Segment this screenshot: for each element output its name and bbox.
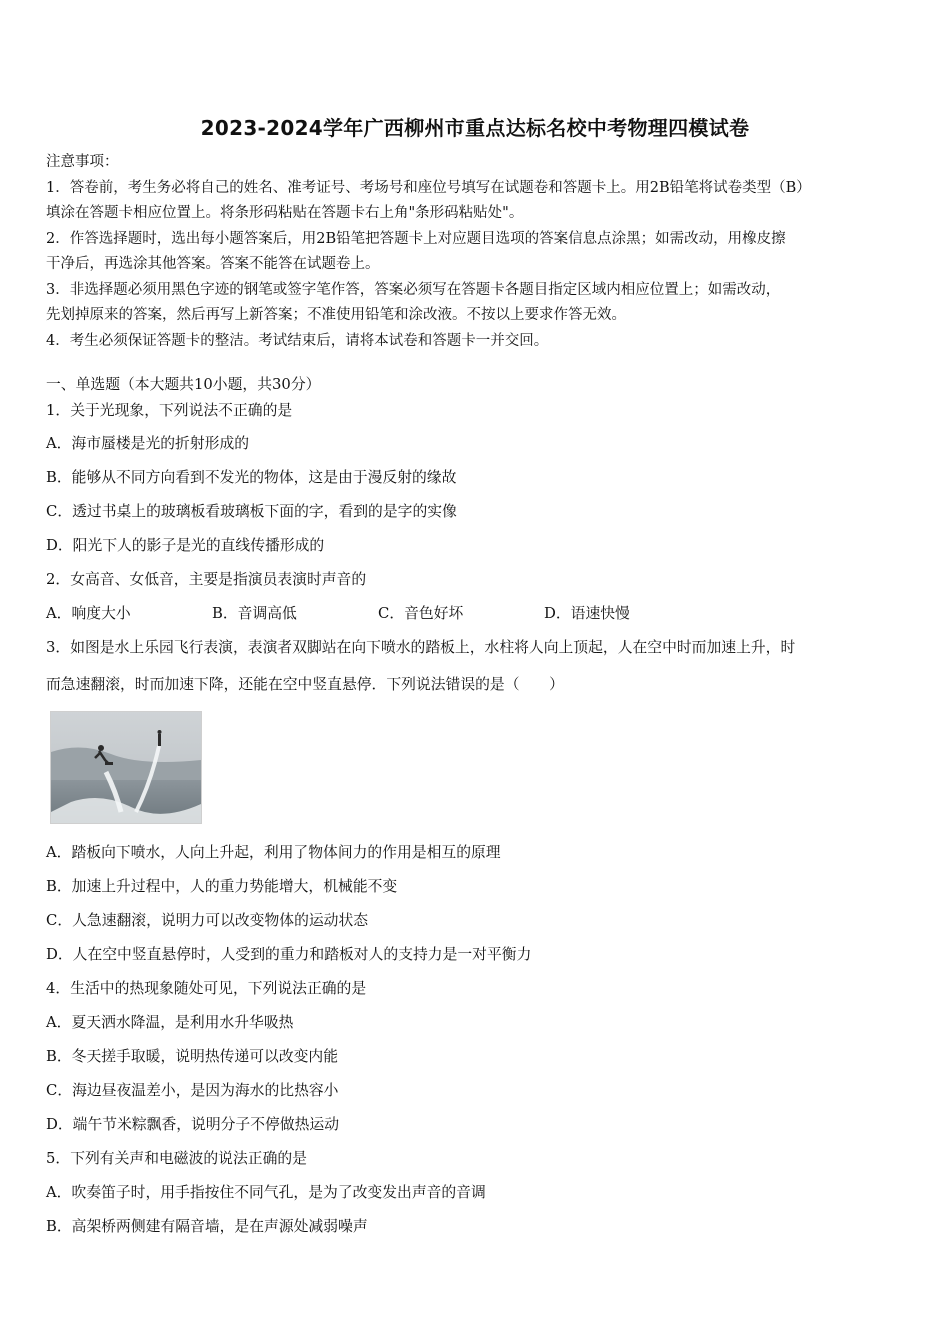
question-1-stem: 1．关于光现象，下列说法不正确的是 <box>46 402 293 419</box>
question-1-option-c: C．透过书桌上的玻璃板看玻璃板下面的字，看到的是字的实像 <box>46 503 457 520</box>
question-4-option-d: D．端午节米粽飘香，说明分子不停做热运动 <box>46 1116 340 1133</box>
notes-line: 干净后，再选涂其他答案。答案不能答在试题卷上。 <box>46 256 380 272</box>
question-5-stem: 5．下列有关声和电磁波的说法正确的是 <box>46 1150 307 1167</box>
question-4-option-c: C．海边昼夜温差小，是因为海水的比热容小 <box>46 1082 339 1099</box>
notes-line: 2．作答选择题时，选出每小题答案后，用2B铅笔把答题卡上对应题目选项的答案信息点涂黑；如需改动，用橡皮擦 <box>46 230 786 247</box>
question-5-option-a: A．吹奏笛子时，用手指按住不同气孔，是为了改变发出声音的音调 <box>46 1184 486 1201</box>
question-2-options <box>46 604 710 624</box>
question-3-stem: 3．如图是水上乐园飞行表演，表演者双脚站在向下喷水的踏板上，水柱将人向上顶起，人在空中时而加速上升，时 <box>46 639 796 656</box>
question-2-option-a: A．响度大小 <box>46 605 131 622</box>
notes-line: 填涂在答题卡相应位置上。将条形码粘贴在答题卡右上角"条形码粘贴处"。 <box>46 205 524 221</box>
notes-line: 4．考生必须保证答题卡的整洁。考试结束后，请将本试卷和答题卡一并交回。 <box>46 332 549 349</box>
question-3-option-a: A．踏板向下喷水，人向上升起，利用了物体间力的作用是相互的原理 <box>46 844 501 861</box>
question-3-option-c: C．人急速翻滚，说明力可以改变物体的运动状态 <box>46 912 369 929</box>
question-4-option-b: B．冬天搓手取暖，说明热传递可以改变内能 <box>46 1048 339 1065</box>
question-5-option-b: B．高架桥两侧建有隔音墙，是在声源处减弱噪声 <box>46 1218 368 1235</box>
question-2-option-c: C．音色好坏 <box>378 605 464 622</box>
question-2-option-d: D．语速快慢 <box>544 605 630 622</box>
notes-line: 先划掉原来的答案，然后再写上新答案；不准使用铅笔和涂改液。不按以上要求作答无效。 <box>46 307 626 323</box>
section-heading: 一、单选题（本大题共10小题，共30分） <box>46 376 321 393</box>
exam-title: 2023-2024学年广西柳州市重点达标名校中考物理四模试卷 <box>200 116 750 140</box>
flyboard-photo <box>50 711 202 824</box>
question-2-option-b: B．音调高低 <box>212 605 297 622</box>
question-4-stem: 4．生活中的热现象随处可见，下列说法正确的是 <box>46 980 367 997</box>
question-1-option-a: A．海市蜃楼是光的折射形成的 <box>46 435 250 452</box>
notes-heading: 注意事项： <box>46 154 119 170</box>
notes-line: 1．答卷前，考生务必将自己的姓名、准考证号、考场号和座位号填写在试题卷和答题卡上。用2B铅笔将试卷类型（B） <box>46 179 811 196</box>
notes-line: 3．非选择题必须用黑色字迹的钢笔或签字笔作答，答案必须写在答题卡各题目指定区域内相应位置上；如需改动， <box>46 281 781 298</box>
notes-section <box>46 150 906 354</box>
question-2-stem: 2．女高音、女低音，主要是指演员表演时声音的 <box>46 571 367 588</box>
question-3-stem-cont: 而急速翻滚，时而加速下降，还能在空中竖直悬停．下列说法错误的是（ ） <box>46 676 564 693</box>
question-1-option-b: B．能够从不同方向看到不发光的物体，这是由于漫反射的缘故 <box>46 469 457 486</box>
question-3-option-b: B．加速上升过程中，人的重力势能增大，机械能不变 <box>46 878 398 895</box>
question-3-option-d: D．人在空中竖直悬停时，人受到的重力和踏板对人的支持力是一对平衡力 <box>46 946 532 963</box>
flyboard-photo-illustration <box>51 712 201 823</box>
question-1-option-d: D．阳光下人的影子是光的直线传播形成的 <box>46 537 325 554</box>
question-4-option-a: A．夏天洒水降温，是利用水升华吸热 <box>46 1014 294 1031</box>
